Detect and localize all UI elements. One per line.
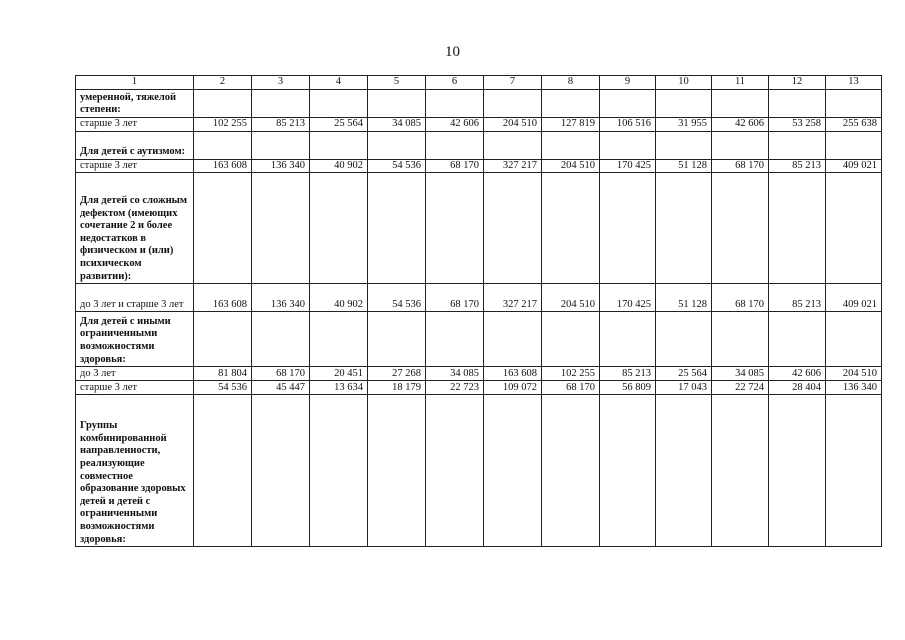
cell-value: [252, 312, 310, 367]
column-header-3: 3: [252, 76, 310, 90]
cell-value: [712, 131, 769, 159]
cell-value: [656, 312, 712, 367]
cell-value: 204 510: [484, 118, 542, 132]
cell-value: 42 606: [712, 118, 769, 132]
column-header-2: 2: [194, 76, 252, 90]
cell-value: 42 606: [769, 367, 826, 381]
cell-value: [600, 173, 656, 284]
cell-value: 85 213: [769, 159, 826, 173]
cell-value: [426, 90, 484, 118]
cell-value: [426, 173, 484, 284]
table-row: [76, 284, 882, 312]
column-header-10: 10: [656, 76, 712, 90]
cell-value: [712, 173, 769, 284]
cell-value: 45 447: [252, 381, 310, 395]
cell-value: [656, 173, 712, 284]
cell-value: [310, 312, 368, 367]
column-header-6: 6: [426, 76, 484, 90]
cell-value: 163 608: [484, 367, 542, 381]
cell-value: [252, 395, 310, 547]
cell-value: 25 564: [656, 367, 712, 381]
cell-value: [542, 90, 600, 118]
cell-value: 255 638: [826, 118, 882, 132]
cell-value: 85 213: [769, 284, 826, 312]
cell-value: [194, 131, 252, 159]
table-row: [76, 159, 882, 173]
column-header-5: 5: [368, 76, 426, 90]
column-header-9: 9: [600, 76, 656, 90]
cell-value: [712, 395, 769, 547]
cell-value: [194, 395, 252, 547]
cell-value: 20 451: [310, 367, 368, 381]
cell-value: [310, 90, 368, 118]
cell-value: 409 021: [826, 284, 882, 312]
cell-value: [426, 312, 484, 367]
column-header-4: 4: [310, 76, 368, 90]
cell-value: 22 724: [712, 381, 769, 395]
funding-table: [75, 75, 882, 547]
cell-value: [252, 131, 310, 159]
cell-value: [600, 312, 656, 367]
cell-value: 31 955: [656, 118, 712, 132]
cell-value: 51 128: [656, 159, 712, 173]
column-header-12: 12: [769, 76, 826, 90]
cell-value: 68 170: [712, 159, 769, 173]
cell-value: 40 902: [310, 284, 368, 312]
cell-value: 18 179: [368, 381, 426, 395]
cell-value: [194, 173, 252, 284]
column-header-7: 7: [484, 76, 542, 90]
row-label: старше 3 лет: [76, 381, 194, 395]
cell-value: [600, 131, 656, 159]
cell-value: 136 340: [252, 159, 310, 173]
cell-value: 109 072: [484, 381, 542, 395]
cell-value: [368, 131, 426, 159]
cell-value: [484, 312, 542, 367]
cell-value: 327 217: [484, 159, 542, 173]
cell-value: [542, 131, 600, 159]
cell-value: 163 608: [194, 159, 252, 173]
cell-value: [368, 90, 426, 118]
cell-value: [826, 395, 882, 547]
cell-value: 204 510: [542, 284, 600, 312]
cell-value: [542, 312, 600, 367]
row-label: старше 3 лет: [76, 159, 194, 173]
cell-value: 170 425: [600, 284, 656, 312]
row-label: Для детей со сложным дефектом (имеющих сочетание 2 и более недостатков в физическом и (или) психическом развитии):: [76, 173, 194, 284]
cell-value: 68 170: [252, 367, 310, 381]
row-label: старше 3 лет: [76, 118, 194, 132]
cell-value: [310, 173, 368, 284]
cell-value: 28 404: [769, 381, 826, 395]
column-header-11: 11: [712, 76, 769, 90]
cell-value: 85 213: [252, 118, 310, 132]
cell-value: 56 809: [600, 381, 656, 395]
cell-value: 42 606: [426, 118, 484, 132]
cell-value: [310, 131, 368, 159]
column-header-13: 13: [826, 76, 882, 90]
cell-value: [769, 90, 826, 118]
row-label: до 3 лет: [76, 367, 194, 381]
cell-value: 81 804: [194, 367, 252, 381]
cell-value: [769, 312, 826, 367]
cell-value: 34 085: [426, 367, 484, 381]
table-body: [76, 90, 882, 547]
cell-value: 68 170: [426, 284, 484, 312]
cell-value: 25 564: [310, 118, 368, 132]
cell-value: 54 536: [368, 284, 426, 312]
cell-value: [484, 131, 542, 159]
cell-value: [826, 90, 882, 118]
column-header-1: 1: [76, 76, 194, 90]
table-row: [76, 367, 882, 381]
cell-value: [310, 395, 368, 547]
cell-value: 204 510: [826, 367, 882, 381]
cell-value: 102 255: [542, 367, 600, 381]
cell-value: [368, 395, 426, 547]
cell-value: 170 425: [600, 159, 656, 173]
cell-value: [826, 312, 882, 367]
header-row: [76, 76, 882, 90]
cell-value: 40 902: [310, 159, 368, 173]
cell-value: [484, 90, 542, 118]
cell-value: 34 085: [368, 118, 426, 132]
cell-value: [712, 312, 769, 367]
cell-value: [769, 131, 826, 159]
cell-value: [542, 173, 600, 284]
cell-value: [826, 173, 882, 284]
table-section-row: [76, 173, 882, 284]
cell-value: [194, 312, 252, 367]
row-label: Для детей с аутизмом:: [76, 131, 194, 159]
cell-value: 106 516: [600, 118, 656, 132]
row-label: умеренной, тяжелой степени:: [76, 90, 194, 118]
cell-value: 136 340: [826, 381, 882, 395]
cell-value: 22 723: [426, 381, 484, 395]
cell-value: [368, 312, 426, 367]
cell-value: 204 510: [542, 159, 600, 173]
column-header-8: 8: [542, 76, 600, 90]
cell-value: 54 536: [368, 159, 426, 173]
table-section-row: [76, 312, 882, 367]
cell-value: [656, 90, 712, 118]
cell-value: 68 170: [426, 159, 484, 173]
cell-value: [769, 395, 826, 547]
row-label: до 3 лет и старше 3 лет: [76, 284, 194, 312]
cell-value: [252, 173, 310, 284]
cell-value: 68 170: [542, 381, 600, 395]
table-section-row: [76, 90, 882, 118]
cell-value: 68 170: [712, 284, 769, 312]
table-row: [76, 381, 882, 395]
cell-value: 27 268: [368, 367, 426, 381]
table-row: [76, 118, 882, 132]
table-section-row: [76, 395, 882, 547]
cell-value: [484, 173, 542, 284]
cell-value: 136 340: [252, 284, 310, 312]
cell-value: [826, 131, 882, 159]
cell-value: [656, 395, 712, 547]
page-number: 10: [445, 44, 460, 60]
cell-value: 34 085: [712, 367, 769, 381]
cell-value: [769, 173, 826, 284]
cell-value: [542, 395, 600, 547]
cell-value: 127 819: [542, 118, 600, 132]
row-label: Группы комбинированной направленности, реализующие совместное образование здоровых детей и детей с ограниченными возможностями здоровья:: [76, 395, 194, 547]
cell-value: [656, 131, 712, 159]
cell-value: 17 043: [656, 381, 712, 395]
cell-value: 51 128: [656, 284, 712, 312]
cell-value: 327 217: [484, 284, 542, 312]
cell-value: 53 258: [769, 118, 826, 132]
cell-value: 85 213: [600, 367, 656, 381]
cell-value: [600, 395, 656, 547]
cell-value: [484, 395, 542, 547]
cell-value: [194, 90, 252, 118]
cell-value: 102 255: [194, 118, 252, 132]
cell-value: 409 021: [826, 159, 882, 173]
cell-value: [252, 90, 310, 118]
cell-value: [712, 90, 769, 118]
cell-value: 163 608: [194, 284, 252, 312]
cell-value: 13 634: [310, 381, 368, 395]
row-label: Для детей с иными ограниченными возможностями здоровья:: [76, 312, 194, 367]
cell-value: [426, 395, 484, 547]
cell-value: 54 536: [194, 381, 252, 395]
table-section-row: [76, 131, 882, 159]
cell-value: [368, 173, 426, 284]
cell-value: [426, 131, 484, 159]
cell-value: [600, 90, 656, 118]
